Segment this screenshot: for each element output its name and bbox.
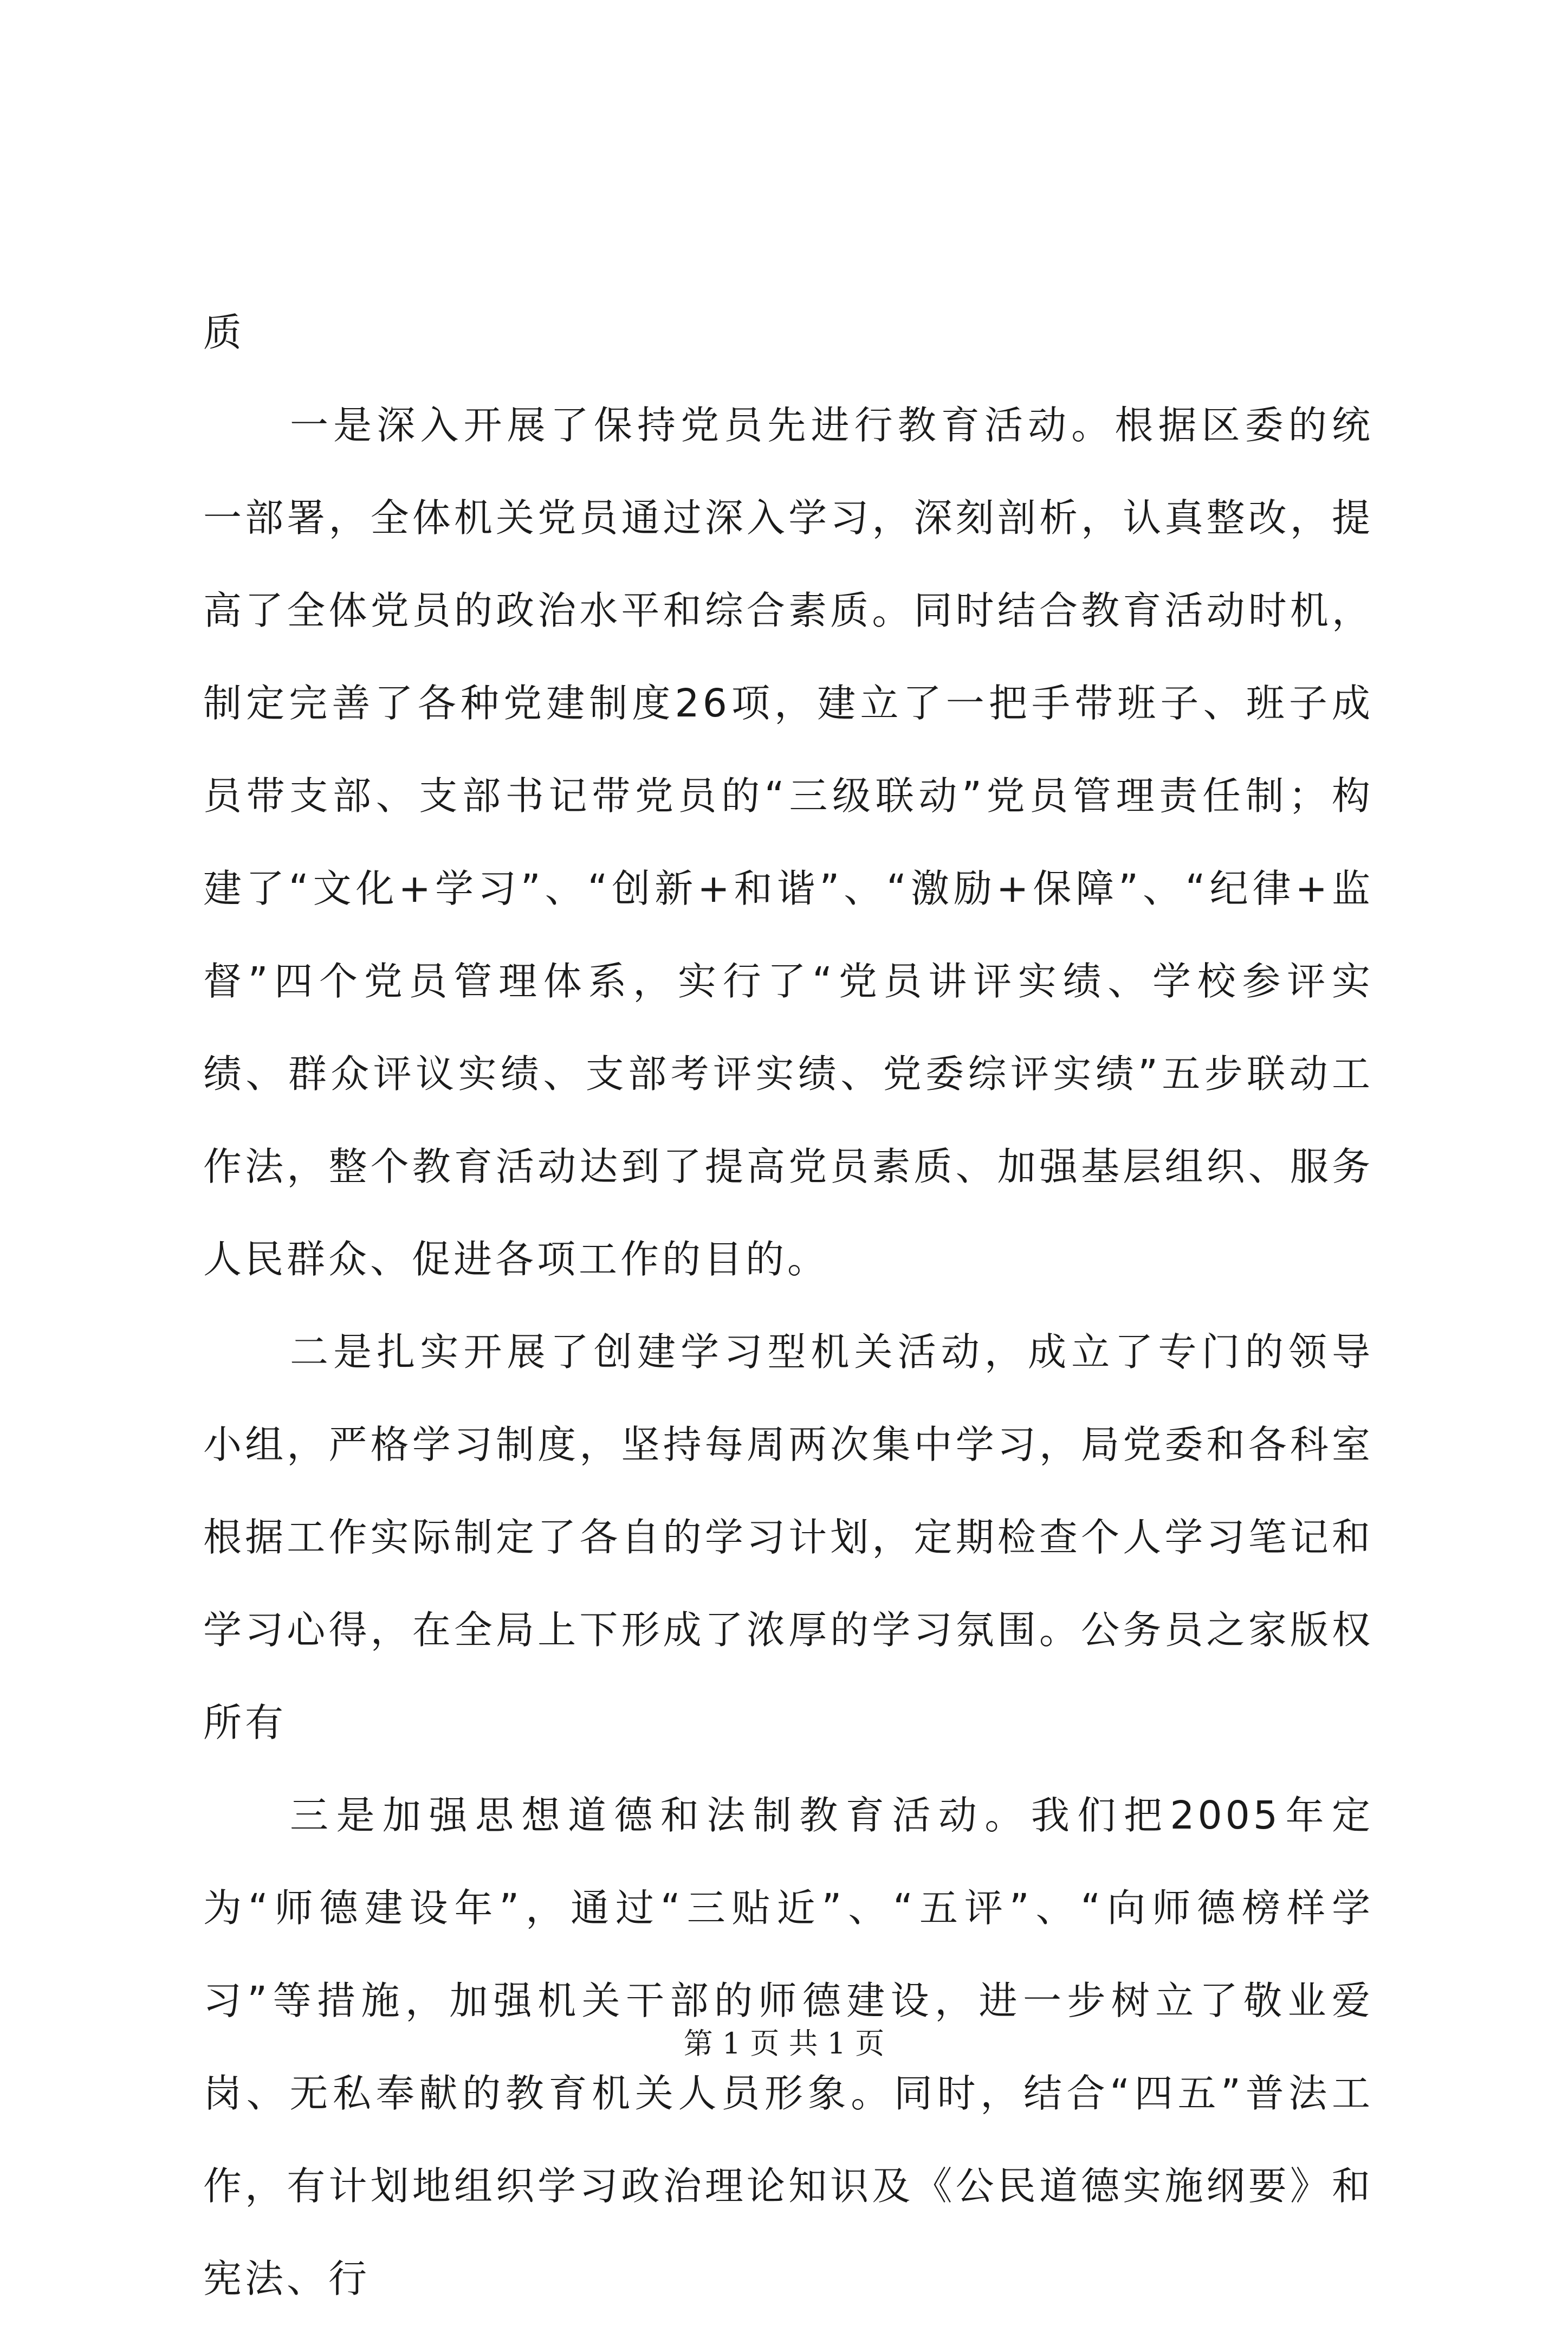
paragraph-1: 质 [203,310,245,355]
document-body [203,286,1373,2325]
page-footer: 第 1 页 共 1 页 [683,2026,885,2061]
paragraph-3: 二是扎实开展了创建学习型机关活动，成立了专门的领导小组，严格学习制度，坚持每周两次集中学习，局党委和各科室根据工作实际制定了各自的学习计划，定期检查个人学习笔记和学习心得，在全局上下形成了浓厚的学习氛围。公务员之家版权所有 [203,1329,1373,1745]
paragraph-2: 一是深入开展了保持党员先进行教育活动。根据区委的统一部署，全体机关党员通过深入学习，深刻剖析，认真整改，提高了全体党员的政治水平和综合素质。同时结合教育活动时机，制定完善了各种党建制度26项，建立了一把手带班子、班子成员带支部、支部书记带党员的“三级联动”党员管理责任制；构建了“文化+学习”、“创新+和谐”、“激励+保障”、“纪律+监督”四个党员管理体系，实行了“党员讲评实绩、学校参评实绩、群众评议实绩、支部考评实绩、党委综评实绩”五步联动工作法，整个教育活动达到了提高党员素质、加强基层组织、服务人民群众、促进各项工作的目的。 [203,403,1373,1282]
paragraph-4: 三是加强思想道德和法制教育活动。我们把2005年定为“师德建设年”，通过“三贴近”、“五评”、“向师德榜样学习”等措施，加强机关干部的师德建设，进一步树立了敬业爱岗、无私奉献的教育机关人员形象。同时，结合“四五”普法工作，有计划地组织学习政治理论知识及《公民道德实施纲要》和宪法、行 [203,1793,1373,2301]
